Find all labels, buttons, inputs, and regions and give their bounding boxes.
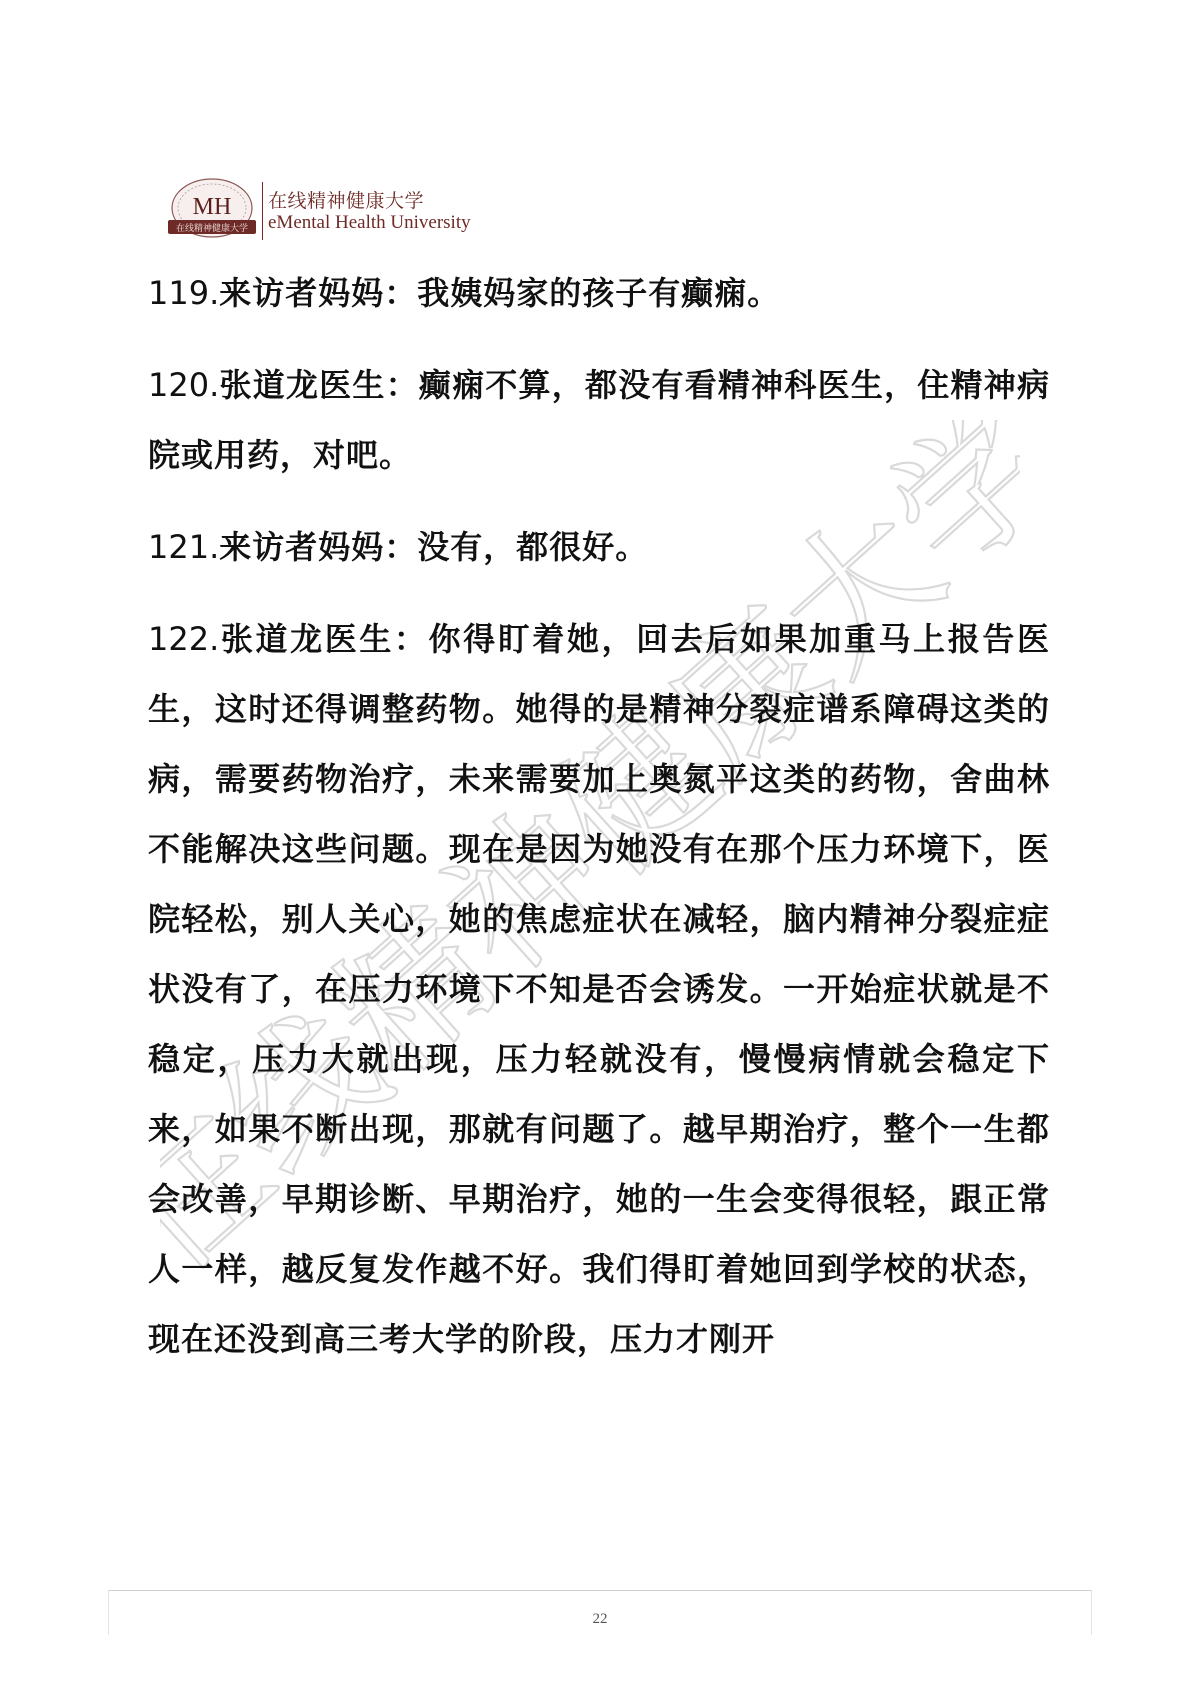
document-body — [148, 258, 1050, 1396]
logo-name-cn: 在线精神健康大学 — [268, 190, 425, 212]
paragraph-122 — [148, 604, 1050, 1374]
footer — [108, 1590, 1092, 1635]
logo-name-en: eMental Health University — [268, 212, 471, 233]
paragraph-number: 119. — [148, 274, 220, 312]
paragraph-text: 张道龙医生：癫痫不算，都没有看精神科医生，住精神病院或用药，对吧。 — [148, 366, 1050, 474]
paragraph-number: 121. — [148, 528, 220, 566]
paragraph-121 — [148, 512, 1050, 582]
paragraph-120 — [148, 350, 1050, 490]
paragraph-119 — [148, 258, 1050, 328]
mh-seal-icon — [168, 176, 256, 244]
seal-text: MH — [192, 194, 232, 220]
seal-banner-text: 在线精神健康大学 — [175, 224, 249, 234]
paragraph-number: 122. — [148, 620, 220, 658]
paragraph-number: 120. — [148, 366, 220, 404]
page-number: 22 — [592, 1611, 608, 1627]
header-logo — [168, 176, 508, 252]
paragraph-text: 来访者妈妈：我姨妈家的孩子有癫痫。 — [219, 274, 781, 312]
paragraph-text: 张道龙医生：你得盯着她，回去后如果加重马上报告医生，这时还得调整药物。她得的是精神分裂症谱系障碍这类的病，需要药物治疗，未来需要加上奥氮平这类的药物，舍曲林不能解决这些问题。现在是因为她没有在那个压力环境下，医院轻松，别人关心，她的焦虑症状在减轻，脑内精神分裂症症状没有了，在压力环境下不知是否会诱发。一开始症状就是不稳定，压力大就出现，压力轻就没有，慢慢病情就会稳定下来，如果不断出现，那就有问题了。越早期治疗，整个一生都会改善，早期诊断、早期治疗，她的一生会变得很轻，跟正常人一样，越反复发作越不好。我们得盯着她回到学校的状态，现在还没到高三考大学的阶段，压力才刚开 — [148, 620, 1050, 1358]
watermark-text: 在线精神健康大学 — [160, 420, 1020, 1280]
logo-divider — [262, 182, 263, 240]
paragraph-text: 来访者妈妈：没有，都很好。 — [219, 528, 649, 566]
